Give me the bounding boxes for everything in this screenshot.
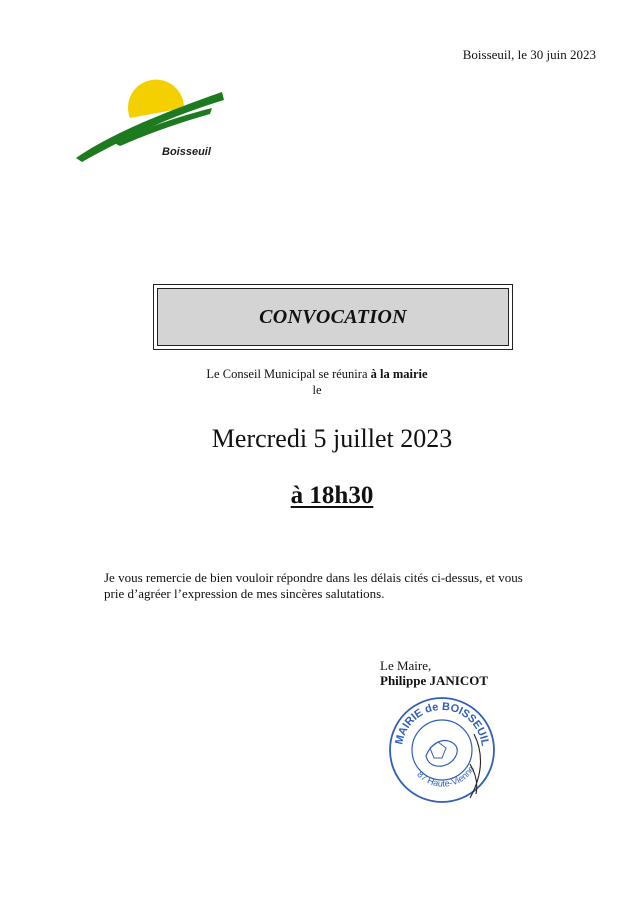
- official-stamp-icon: [386, 694, 498, 806]
- document-title: CONVOCATION: [157, 288, 509, 346]
- meeting-time: à 18h30: [290, 482, 374, 509]
- title-box: [153, 284, 513, 350]
- intro-text: Le Conseil Municipal se réunira: [206, 367, 371, 381]
- closing-paragraph: Je vous remercie de bien vouloir répondre dans les délais cités ci-dessus, et vous prie d’agréer l’expression de mes sincères salutations.: [104, 570, 523, 601]
- signature-title: Le Maire,: [380, 658, 432, 673]
- intro-line: [0, 367, 634, 382]
- intro-line-2: le: [312, 383, 322, 397]
- svg-text:87 Haute-Vienne: [415, 764, 476, 789]
- meeting-date: Mercredi 5 juillet 2023: [211, 424, 453, 453]
- logo-text: Boisseuil: [162, 146, 211, 158]
- stamp-bottom-text: 87 Haute-Vienne: [415, 764, 477, 789]
- stamp-top-text: MAIRIE de BOISSEUIL: [393, 700, 491, 747]
- place-date: Boisseuil, le 30 juin 2023: [462, 47, 596, 62]
- signature-name: Philippe JANICOT: [380, 673, 488, 688]
- intro-bold-location: à la mairie: [370, 367, 428, 381]
